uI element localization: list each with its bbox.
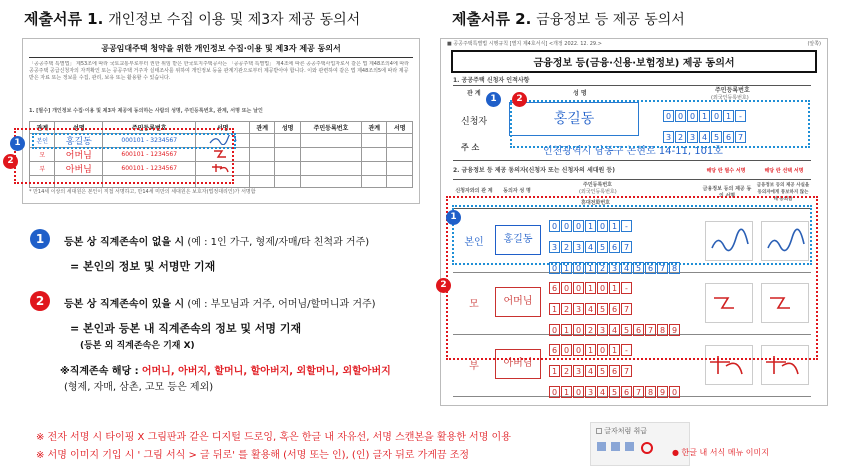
address-label: 주 소 [461,143,480,152]
digit-cell: 6 [723,131,734,143]
marker-1: 1 [10,136,25,151]
case1-title: 등본 상 직계존속이 없을 시 [64,237,185,248]
case2-marker: 2 [30,291,50,311]
case1-line [64,233,369,248]
row-rel: 부 [30,162,55,176]
applicant-label: 신청자 [461,117,488,127]
digit-cell: 6 [621,386,632,398]
digit-cell: 5 [621,324,632,336]
digit-cell: 1 [699,110,710,122]
lineage-line [60,362,391,377]
digit-cell: 1 [723,110,734,122]
note-2: ※ 서명 이미지 기입 시 ' 그림 서식 > 글 뒤로' 를 활용해 (서명 또는 인), (인) 글자 뒤로 가게끔 조정 [36,450,470,461]
menu-note: ● 한글 내 서식 메뉴 이미지 [672,448,769,457]
left-title-prefix: 제출서류 1. [24,10,104,28]
right-marker-1: 1 [486,92,501,107]
digit-cell: 0 [549,220,560,232]
checkbox-icon [596,428,602,434]
h-fin2: 금융정보 등의 제공 사실을 동의자에게 통보하지 않는 데 동의함 [756,183,810,202]
digit-cell: 4 [597,386,608,398]
note-1: ※ 전자 서명 시 타이핑 X 그림판과 같은 디지털 드로잉, 혹은 한글 내 자유선, 서명 스캔본을 활용한 서명 이용 [36,432,511,443]
col-rrn-sub: (외국인등록번호) [711,95,749,101]
digit-cell: 7 [645,324,656,336]
highlight-box-family-rows [446,196,818,360]
lineage-excl: (형제, 자매, 삼촌, 고모 등은 제외) [64,382,214,393]
digit-cell: 7 [633,386,644,398]
right-title-prefix: 제출서류 2. [452,10,532,28]
digit-cell: 7 [621,303,632,315]
digit-cell: 5 [609,386,620,398]
digit-cell: 0 [549,262,560,274]
digit-cell: 0 [597,220,608,232]
digit-cell: 0 [561,344,572,356]
digit-cell: 3 [573,241,584,253]
row-rel: 본인 [30,134,55,148]
left-title [24,8,360,29]
th-rel: 관계 [30,122,55,134]
right-page-tag: (앞쪽) [807,41,821,47]
digit-cell: 4 [585,241,596,253]
lineage-label: ※직계존속 해당 : [60,366,139,377]
digit-cell: 5 [597,365,608,377]
highlight-box-family [14,128,234,184]
row-rel: 모 [469,299,479,310]
digit-cell: 2 [597,262,608,274]
digit-cell: 1 [609,344,620,356]
wrap-icon [611,442,620,451]
row-name: 아버님 [495,349,541,379]
h-name: 동의자 성 명 [503,188,531,194]
case2-line [64,295,376,310]
digit-cell: 8 [669,262,680,274]
th-name2: 성명 [275,122,300,134]
digit-cell: 6 [549,344,560,356]
right-marker-2: 2 [512,92,527,107]
digit-cell: 9 [669,324,680,336]
digit-cell: 1 [549,365,560,377]
menu-label: 글자처럼 취급 [604,427,648,435]
digit-cell: 2 [561,303,572,315]
right-title-text: 금융정보 등 제공 동의서 [536,12,685,28]
digit-cell: 6 [609,303,620,315]
digit-cell: 0 [597,282,608,294]
digit-cell: 6 [645,262,656,274]
wrap-icon [625,442,634,451]
digit-cell: 7 [621,241,632,253]
case2-example: (예 : 부모님과 거주, 어머님/할머니과 거주) [187,299,376,310]
digit-cell: 2 [585,324,596,336]
address-value: 인천광역시 남동구 논현로 14-11, 101호 [543,146,723,157]
digit-cell: 5 [711,131,722,143]
row-name: 어머님 [495,287,541,317]
right-sec1: 1. 공공주택 신청자 인적사항 [453,77,530,84]
row-rrn: 600101 - 1234567 [103,148,196,162]
digit-cell: 7 [657,262,668,274]
row-name: 홍길동 [495,225,541,255]
wrap-icon [597,442,606,451]
digit-cell: 6 [549,282,560,294]
digit-cell: 4 [621,262,632,274]
digit-cell: 5 [597,303,608,315]
digit-cell: 8 [657,324,668,336]
col-name: 성 명 [573,90,587,97]
digit-cell: 4 [585,303,596,315]
h-rrn: 주민등록번호 [583,182,612,188]
digit-cell: 1 [585,344,596,356]
th-sign: 서명 [196,122,250,134]
digit-cell: 9 [657,386,668,398]
right-header-small: ■ 공공주택특별법 시행규칙 [별지 제4호서식] <개정 2022. 12. 29.> [447,41,602,47]
digit-cell: - [621,220,632,232]
hangul-menu-image [590,422,690,466]
digit-cell: 0 [663,110,674,122]
digit-cell: 0 [597,344,608,356]
digit-cell: 1 [609,220,620,232]
row-rrn: 600101 - 1234567 [103,162,196,176]
digit-cell: 4 [609,324,620,336]
digit-cell: 0 [549,324,560,336]
marker-2: 2 [3,154,18,169]
digit-cell: 0 [573,220,584,232]
digit-cell: 3 [687,131,698,143]
case2-title: 등본 상 직계존속이 있을 시 [64,299,185,310]
right-marker-2b: 2 [436,278,451,293]
h-req: 해당 란 필수 서명 [706,168,746,174]
row-rrn: 000101 - 3234567 [103,134,196,148]
digit-cell: 3 [585,386,596,398]
digit-cell: 1 [561,324,572,336]
digit-cell: 0 [573,262,584,274]
row-rel: 본인 [464,237,484,248]
h-opt: 해당 란 선택 서명 [764,168,804,174]
digit-cell: 1 [561,262,572,274]
digit-cell: 6 [633,324,644,336]
digit-cell: - [735,110,746,122]
digit-cell: 0 [573,344,584,356]
row-rel: 부 [469,361,479,372]
digit-cell: 0 [669,386,680,398]
digit-cell: 7 [621,365,632,377]
highlight-box-applicant [510,100,810,148]
digit-cell: 2 [561,365,572,377]
right-doc-title: 금융정보 등(금융·신용·보험정보) 제공 동의서 [451,50,817,73]
digit-cell: 2 [675,131,686,143]
digit-cell: 0 [561,220,572,232]
case1-example: (예 : 1인 가구, 형제/자매/타 친척과 거주) [187,237,370,248]
th-rel2: 관계 [249,122,274,134]
digit-cell: 5 [597,241,608,253]
right-sec2: 2. 금융정보 등 제공 동의자(신청자 또는 신청자의 세대원 등) [453,167,615,174]
left-footnote: * 만14세 이상의 세대원은 본인이 직접 서명하고, 만14세 미만의 세대원은 보호자(법정대리인)가 서명함 [29,189,256,195]
col-rel: 관 계 [467,90,481,97]
digit-cell: 0 [561,282,572,294]
right-marker-1b: 1 [446,210,461,225]
digit-cell: 5 [633,262,644,274]
digit-cell: 3 [573,365,584,377]
digit-cell: 4 [699,131,710,143]
applicant-name: 홍길동 [509,102,639,136]
left-doc-section: 1. [필수] 개인정보 수집·이용 및 제3자 제공에 동의하는 사람의 성명, 주민등록번호, 관계, 서명 또는 날인 [29,108,263,114]
digit-cell: 0 [675,110,686,122]
case1-marker: 1 [30,229,50,249]
digit-cell: 0 [573,282,584,294]
digit-cell: - [621,344,632,356]
digit-cell: 0 [687,110,698,122]
h-phone: 휴대전화번호 [581,200,610,206]
digit-cell: 2 [561,241,572,253]
row-name: 홍길동 [55,134,103,148]
th-sign2: 서명 [387,122,413,134]
row-rel: 모 [30,148,55,162]
digit-cell: 7 [735,131,746,143]
right-title [452,8,685,29]
th-rrn: 주민등록번호 [103,122,196,134]
th-name: 성명 [55,122,103,134]
digit-cell: 0 [573,386,584,398]
h-fin: 금융정보 등의 제공 동의 서명 [702,186,752,199]
digit-cell: - [621,282,632,294]
row-name: 어머님 [55,148,103,162]
digit-cell: 1 [585,282,596,294]
digit-cell: 1 [585,220,596,232]
digit-cell: 1 [585,262,596,274]
row-name: 아버님 [55,162,103,176]
digit-cell: 8 [645,386,656,398]
digit-cell: 3 [549,241,560,253]
digit-cell: 3 [573,303,584,315]
digit-cell: 3 [663,131,674,143]
digit-cell: 0 [573,324,584,336]
digit-cell: 0 [549,386,560,398]
behind-text-icon [641,442,653,454]
left-doc-intro: 「공공주택 특별법」 제53조에 따라 국토교통부로부터 권한 위임 받은 한국토지주택공사는 「공공주택 특별법」 제4조에 따른 공공주택사업자로서 같은 법 제48조의4에 따라 공공주택 공급신청자의 자격확인 또는 공공주택 거주자 실태조사를 위하여 개인정보 등을 관계기관으로부터 제공받아야 합니다. 이와 관련하여 같은 법 제48조의5에 따라 제공받은 자료 또는 정보를 수집, 관리, 보유 또는 활용할 수 있습니다. [29,61,410,81]
digit-cell: 1 [609,282,620,294]
case1-result: = 본인의 정보 및 서명만 기재 [70,260,216,273]
col-rrn: 주민등록번호 [715,87,750,94]
digit-cell: 1 [561,386,572,398]
digit-cell: 1 [549,303,560,315]
digit-cell: 3 [609,262,620,274]
th-rrn2: 주민등록번호 [300,122,361,134]
th-rel3: 관계 [362,122,387,134]
case2-sub: (등본 외 직계존속은 기재 X) [80,341,195,351]
digit-cell: 0 [711,110,722,122]
digit-cell: 4 [585,365,596,377]
left-title-text: 개인정보 수집 이용 및 제3자 제공 동의서 [108,12,361,28]
digit-cell: 6 [609,365,620,377]
h-rel: 신청자와의 관 계 [455,188,493,194]
lineage-values: 어머니, 아버지, 할머니, 할아버지, 외할머니, 외할아버지 [141,366,391,377]
h-rrn-sub: (외국인등록번호) [579,189,617,195]
left-doc-title: 공공임대주택 청약을 위한 개인정보 수집·이용 및 제3자 제공 동의서 [101,44,341,53]
digit-cell: 3 [597,324,608,336]
case2-result: = 본인과 등본 내 직계존속의 정보 및 서명 기재 [70,322,302,335]
digit-cell: 6 [609,241,620,253]
